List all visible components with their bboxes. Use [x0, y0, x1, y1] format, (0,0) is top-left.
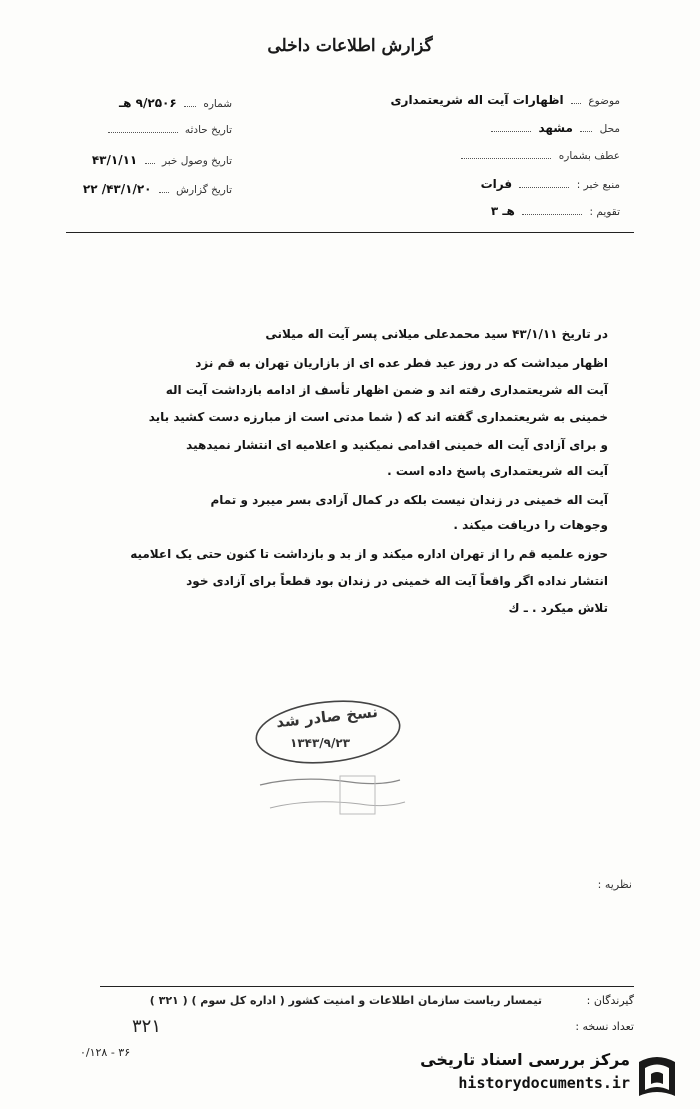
meta-reference	[457, 150, 620, 162]
meta-number-value: ۹/۲۵۰۶ هـ	[119, 96, 177, 110]
meta-received-date-value: ۴۳/۱/۱۱	[91, 153, 138, 167]
stamp-date: ۱۳۴۳/۹/۲۳	[290, 736, 351, 750]
body-line-10: انتشار نداده اگر واقعاً آیت اله خمینی در زندان بود قطعاً برای آزادی خود	[186, 574, 608, 588]
meta-reference-label: عطف بشماره	[558, 150, 620, 162]
archive-logo-icon	[633, 1052, 681, 1108]
body-line-9: حوزه علمیه قم را از تهران اداره میکند و از بد و بازداشت تا کنون حتی یک اعلامیه	[130, 547, 608, 561]
header-divider	[66, 232, 634, 233]
body-line-1: در تاریخ ۴۳/۱/۱۱ سید محمدعلی میلانی پسر آیت اله میلانی	[265, 327, 608, 341]
copies-label: تعداد نسخه :	[575, 1020, 634, 1033]
handwritten-number: ۳۲۱	[132, 1016, 162, 1037]
meta-source	[481, 177, 620, 191]
meta-location	[487, 121, 620, 135]
meta-location-label: محل	[599, 123, 620, 135]
body-line-5: و برای آزادی آیت اله خمینی اقدامی نمیکنید و اعلامیه ای انتشار نمیدهید	[186, 438, 608, 452]
meta-received-date-label: تاریخ وصول خبر	[161, 155, 232, 167]
recipients-value: تیمسار ریاست سازمان اطلاعات و امنیت کشور ( اداره کل سوم ) ( ۳۲۱ )	[149, 994, 542, 1007]
meta-subject-value: اظهارات آیت اله شریعتمداری	[390, 93, 564, 107]
meta-location-value: مشهد	[538, 121, 573, 135]
issued-stamp	[240, 690, 410, 840]
meta-report-date-value: ۴۳/۱/۲۰/ ۲۲	[82, 182, 152, 196]
meta-subject-label: موضوع	[588, 95, 620, 107]
meta-number-label: شماره	[203, 98, 232, 110]
meta-incident-date-label: تاریخ حادثه	[184, 124, 232, 136]
meta-source-label: منبع خبر :	[576, 179, 620, 191]
meta-number	[119, 96, 232, 110]
meta-report-date-label: تاریخ گزارش	[176, 184, 232, 196]
body-line-6: آیت اله شریعتمداری پاسخ داده است .	[387, 464, 608, 478]
body-line-11: تلاش میکرد . ـ ك	[508, 601, 608, 615]
meta-calendar-value: هـ ۳	[490, 204, 515, 218]
meta-received-date	[92, 153, 232, 167]
document-title: گزارش اطلاعات داخلی	[267, 36, 433, 56]
meta-incident-date	[104, 124, 233, 136]
footer-divider	[100, 986, 634, 987]
body-line-4: خمینی به شریعتمداری گفته اند که ( شما مدتی است از مبارزه دست کشید باید	[148, 410, 608, 424]
meta-source-value: فرات	[480, 177, 513, 191]
comments-label: نظریه :	[597, 878, 632, 891]
body-line-3: آیت اله شریعتمداری رفته اند و ضمن اظهار تأسف از ادامه بازداشت آیت اله	[165, 383, 608, 397]
reference-number: ۰/۱۲۸ - ۳۶	[80, 1046, 131, 1059]
recipients-label: گیرندگان :	[586, 994, 634, 1007]
meta-calendar-label: تقویم :	[589, 206, 620, 218]
meta-calendar	[491, 204, 620, 218]
watermark-title: مرکز بررسی اسناد تاریخی	[420, 1050, 630, 1069]
meta-report-date	[83, 182, 232, 196]
watermark-url: historydocuments.ir	[458, 1074, 630, 1092]
body-line-7: آیت اله خمینی در زندان نیست بلکه در کمال آزادی بسر میبرد و تمام	[210, 493, 608, 507]
body-line-8: وجوهات را دریافت میکند .	[453, 518, 608, 532]
meta-subject	[391, 93, 620, 107]
stamp-text: نسخ صادر شد	[275, 702, 379, 732]
body-line-2: اظهار میداشت که در روز عید فطر عده ای از بازاریان تهران به قم نزد	[195, 356, 608, 370]
